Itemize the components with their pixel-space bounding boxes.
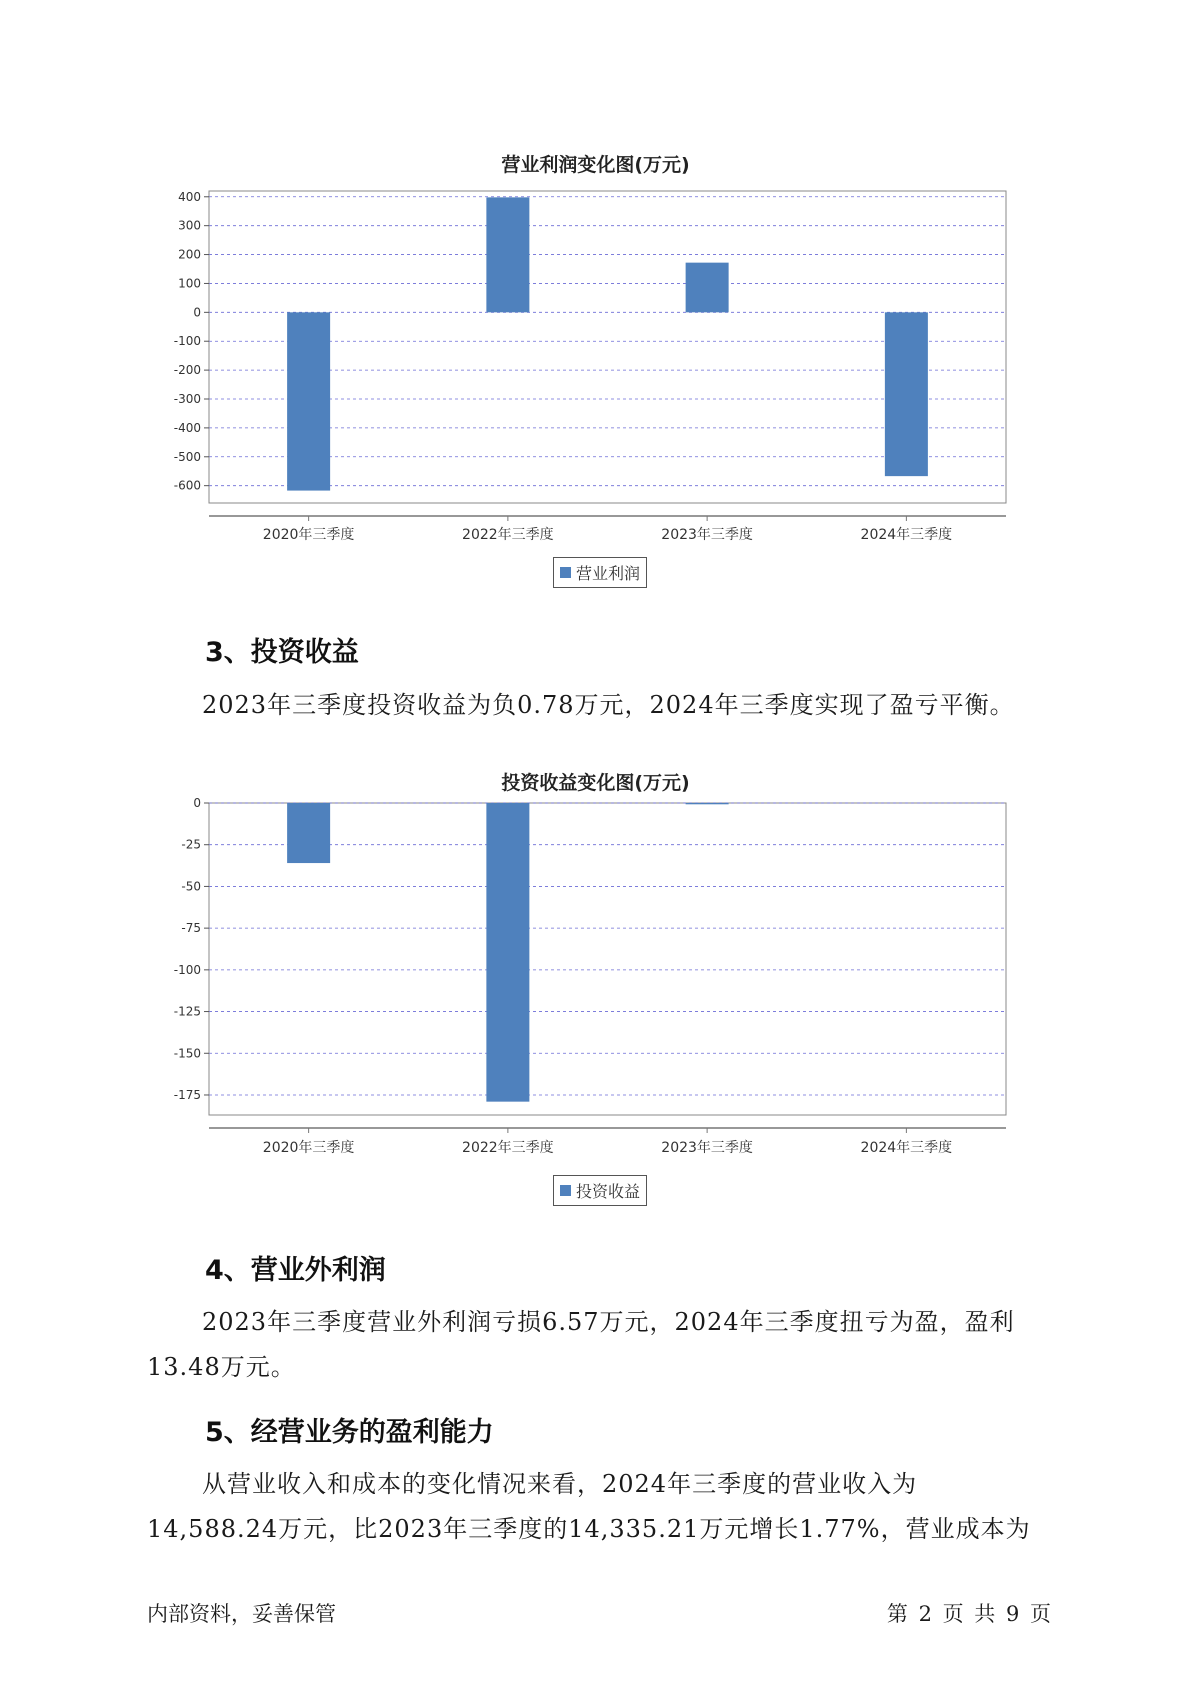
- chart1-category-label: 2024年三季度: [860, 527, 953, 543]
- chart2-category-label: 2020年三季度: [262, 1140, 355, 1156]
- chart2-title: 投资收益变化图(万元): [501, 772, 690, 794]
- chart2-ytick-label: -25: [181, 837, 201, 852]
- chart1-ytick-label: -600: [173, 478, 201, 493]
- chart1-category-label: 2020年三季度: [262, 527, 355, 543]
- chart1-ytick-label: 0: [193, 305, 201, 320]
- chart1-ytick-label: 200: [178, 247, 201, 262]
- chart1-ytick-label: -400: [173, 420, 201, 435]
- section3-text: 2023年三季度投资收益为负0.78万元，2024年三季度实现了盈亏平衡。: [202, 691, 1015, 719]
- chart2-category-label: 2022年三季度: [462, 1140, 554, 1156]
- chart1-ytick-label: -300: [173, 392, 201, 406]
- chart2-ytick-label: -125: [173, 1004, 201, 1019]
- chart1-ytick-label: 300: [178, 218, 201, 233]
- section5-heading: 5、经营业务的盈利能力: [205, 1417, 494, 1448]
- chart1-ytick-label: -100: [173, 334, 201, 349]
- chart2-legend: [553, 1175, 647, 1206]
- section4-paragraph: [147, 1300, 1047, 1390]
- chart2-ytick-label: 0: [193, 796, 201, 810]
- chart1-ytick-label: 400: [178, 189, 201, 204]
- section5-text: 从营业收入和成本的变化情况来看，2024年三季度的营业收入为14,588.24万元，比2023年三季度的14,335.21万元增长1.77%，营业成本为: [147, 1470, 1031, 1543]
- chart2-ytick-label: -150: [173, 1046, 201, 1061]
- legend-swatch-icon: [560, 1185, 571, 1196]
- chart2-bar: [287, 803, 330, 863]
- chart2-legend-label: 投资收益: [576, 1182, 641, 1201]
- chart1-ytick-label: -500: [173, 449, 201, 464]
- chart2-bar: [486, 803, 529, 1102]
- chart2-category-label: 2024年三季度: [860, 1140, 953, 1156]
- chart2-ytick-label: -75: [181, 921, 201, 936]
- chart2-ytick-label: -50: [181, 879, 201, 894]
- footer-confidential: 内部资料，妥善保管: [147, 1602, 336, 1626]
- chart2-ytick-label: -100: [173, 962, 201, 977]
- chart2-ytick-label: -175: [173, 1087, 201, 1102]
- section4-text: 2023年三季度营业外利润亏损6.57万元，2024年三季度扭亏为盈，盈利13.48万元。: [147, 1308, 1015, 1381]
- chart1-ytick-label: 100: [178, 276, 201, 291]
- section4-heading: 4、营业外利润: [205, 1255, 386, 1286]
- chart1-ytick-label: -200: [173, 363, 201, 378]
- chart1-title: 营业利润变化图(万元): [501, 154, 690, 176]
- section5-paragraph: [147, 1462, 1047, 1552]
- chart1-category-label: 2022年三季度: [462, 527, 554, 543]
- chart2-category-label: 2023年三季度: [661, 1140, 753, 1156]
- chart1-legend-label: 营业利润: [576, 564, 641, 583]
- section3-heading: 3、投资收益: [205, 637, 359, 668]
- footer-page-number: 第 2 页 共 9 页: [886, 1602, 1051, 1626]
- chart2-bar: [686, 803, 729, 804]
- chart1-category-label: 2023年三季度: [661, 527, 753, 543]
